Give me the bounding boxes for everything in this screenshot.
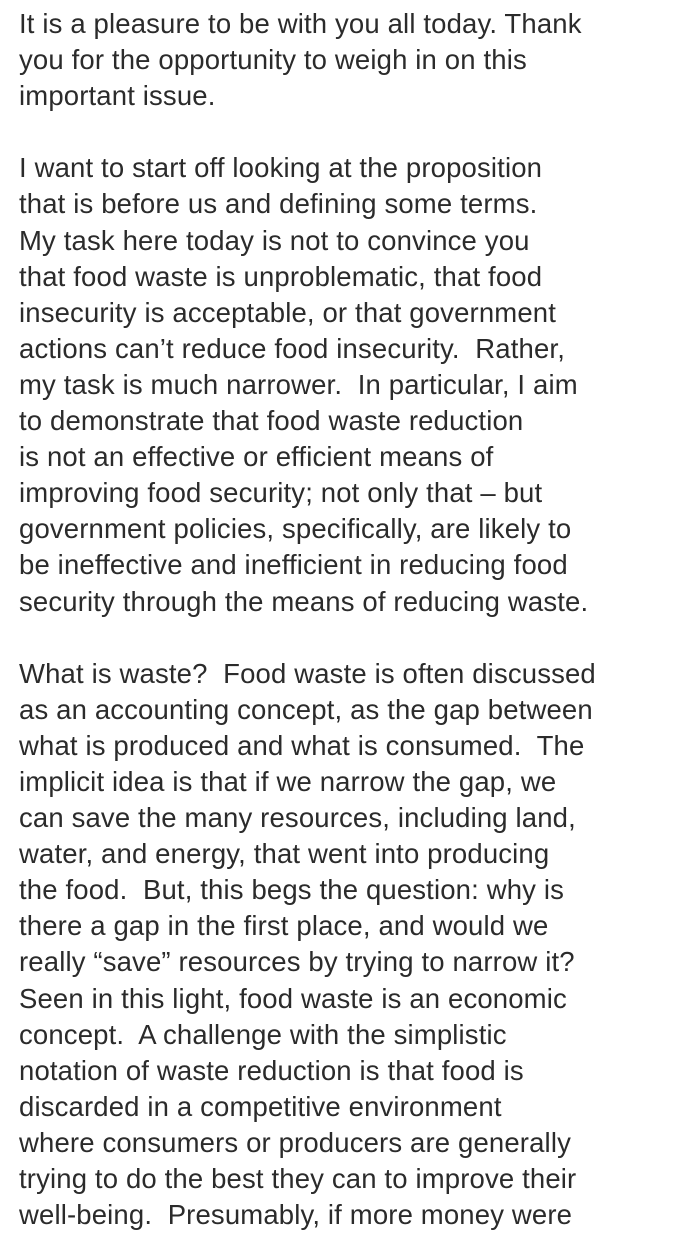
text-line: that food waste is unproblematic, that food xyxy=(19,260,543,292)
text-line: as an accounting concept, as the gap between xyxy=(19,693,593,725)
text-line: insecurity is acceptable, or that government xyxy=(19,296,557,328)
text-line: government policies, specifically, are likely to xyxy=(19,513,572,545)
text-line: well-being. Presumably, if more money were xyxy=(19,1199,573,1231)
text-line: where consumers or producers are generally xyxy=(19,1126,571,1158)
text-line: to demonstrate that food waste reduction xyxy=(19,405,524,437)
text-line: the food. But, this begs the question: why is xyxy=(19,874,565,906)
text-line: you for the opportunity to weigh in on this xyxy=(19,44,527,76)
text-line: implicit idea is that if we narrow the gap, we xyxy=(19,765,557,797)
text-line: What is waste? Food waste is often discussed xyxy=(19,657,596,689)
paragraph-spacer xyxy=(19,620,691,656)
text-line: notation of waste reduction is that food is xyxy=(19,1054,524,1086)
text-line: be ineffective and inefficient in reducing food xyxy=(19,549,568,581)
text-line: there a gap in the first place, and would we xyxy=(19,910,549,942)
text-line: important issue. xyxy=(19,80,216,112)
text-line: It is a pleasure to be with you all today. Thank xyxy=(19,8,582,39)
text-line: My task here today is not to convince you xyxy=(19,224,530,256)
text-line: discarded in a competitive environment xyxy=(19,1090,502,1122)
document-body xyxy=(19,6,691,1233)
paragraph-what-is-waste xyxy=(19,656,691,1234)
text-line: Seen in this light, food waste is an economic xyxy=(19,982,567,1014)
text-line: water, and energy, that went into producing xyxy=(19,838,550,870)
text-line: actions can’t reduce food insecurity. Rather, xyxy=(19,332,565,364)
text-line: that is before us and defining some terms. xyxy=(19,188,538,220)
paragraph-proposition xyxy=(19,150,691,619)
text-line: I want to start off looking at the proposition xyxy=(19,152,543,184)
text-line: is not an effective or efficient means of xyxy=(19,441,494,473)
text-line: security through the means of reducing waste. xyxy=(19,585,589,617)
text-line: concept. A challenge with the simplistic xyxy=(19,1018,507,1050)
text-line: what is produced and what is consumed. The xyxy=(19,729,585,761)
paragraph-spacer xyxy=(19,114,691,150)
text-line: can save the many resources, including land, xyxy=(19,802,576,834)
text-line: improving food security; not only that – but xyxy=(19,477,543,509)
text-line: really “save” resources by trying to narrow it? xyxy=(19,946,575,978)
text-line: my task is much narrower. In particular, I aim xyxy=(19,368,578,400)
paragraph-greeting xyxy=(19,6,691,114)
text-line: trying to do the best they can to improve their xyxy=(19,1163,577,1194)
